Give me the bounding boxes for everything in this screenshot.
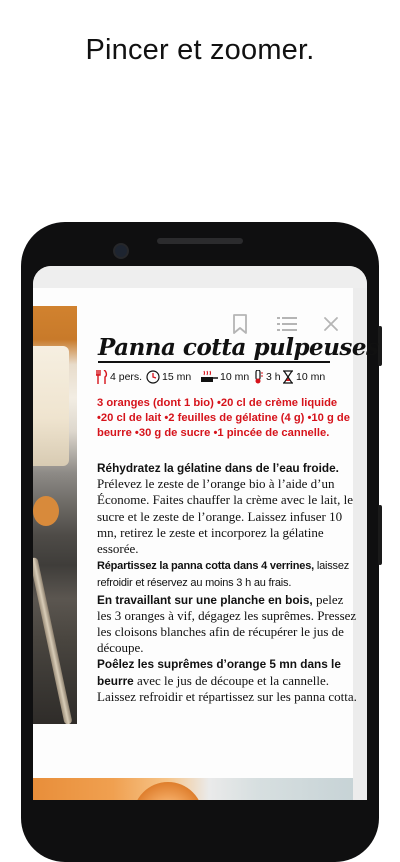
bookmark-icon[interactable] [232,314,248,334]
dessert-photo [33,306,77,724]
hourglass-icon [282,370,294,384]
step-2-text: laissez refroidir et réservez au moins 3 h au frais. [97,560,350,590]
clock-icon [146,370,160,384]
ingredients-list: 3 oranges (dont 1 bio) •20 cl de crème liquide •20 cl de lait •2 feuilles de gélatine (4 g) •10 g de beurre •30 g de sucre •1 pincée de cannelle. [97,397,350,439]
infuse-time-text: 10 mn [296,371,326,383]
servings-text: 4 pers. [110,371,143,383]
headline: Pincer et zoomer. [85,34,315,66]
orange-slice [133,782,203,800]
spoon [33,557,73,724]
step-1-text: Prélevez le zeste de l’orange bio à l’aide d’un Économe. Faites chauffer la crème avec le lait, le sucre et le zeste de l’orange. Laissez infuser 10 mn, retirez le zeste et incorporez la gélatine essorée. [97,476,354,557]
step-1-lead: Réhydratez la gélatine dans de l’eau froide. [97,461,339,475]
power-button [378,326,382,366]
step-4 [97,656,357,705]
recipe-steps [97,460,357,705]
list-icon[interactable] [277,316,297,332]
screen-top-bar [33,266,367,288]
step-4-text: avec le jus de découpe et la cannelle. Laissez refroidir et répartissez sur les panna cotta. [97,672,357,704]
servings-meta [96,370,142,384]
fork-knife-icon [96,370,108,384]
volume-button [378,505,382,565]
title-underline [98,361,330,363]
step-4-lead: Poêlez les suprêmes d’orange 5 mn dans le beurre [97,657,341,688]
close-icon[interactable] [323,316,339,332]
step-2-lead: Répartissez la panna cotta dans 4 verrines, [97,560,314,573]
rest-meta [252,370,281,384]
recipe-meta [96,370,356,386]
recipe-title: Panna cotta pulpeuses [98,334,379,361]
orange-piece [33,496,59,526]
prep-time-text: 15 mn [162,371,192,383]
rest-time-text: 3 h [266,371,281,383]
step-1 [97,460,357,557]
front-camera [113,243,129,259]
step-2 [97,557,357,591]
step-3-lead: En travaillant sur une planche en bois, [97,592,313,607]
prep-meta [146,370,191,384]
step-3 [97,592,357,657]
step-3-text: pelez les 3 oranges à vif, dégagez les suprêmes. Pressez les cloisons blanches afin de récupérer le jus de découpe. [97,591,357,656]
infuse-meta [282,370,325,384]
verrine-glass [33,346,69,466]
oranges-photo [33,778,353,800]
cook-time-text: 10 mn [220,371,250,383]
pan-icon [200,370,218,384]
thermometer-icon [252,370,264,384]
speaker-grille [157,238,243,244]
cook-meta [200,370,249,384]
